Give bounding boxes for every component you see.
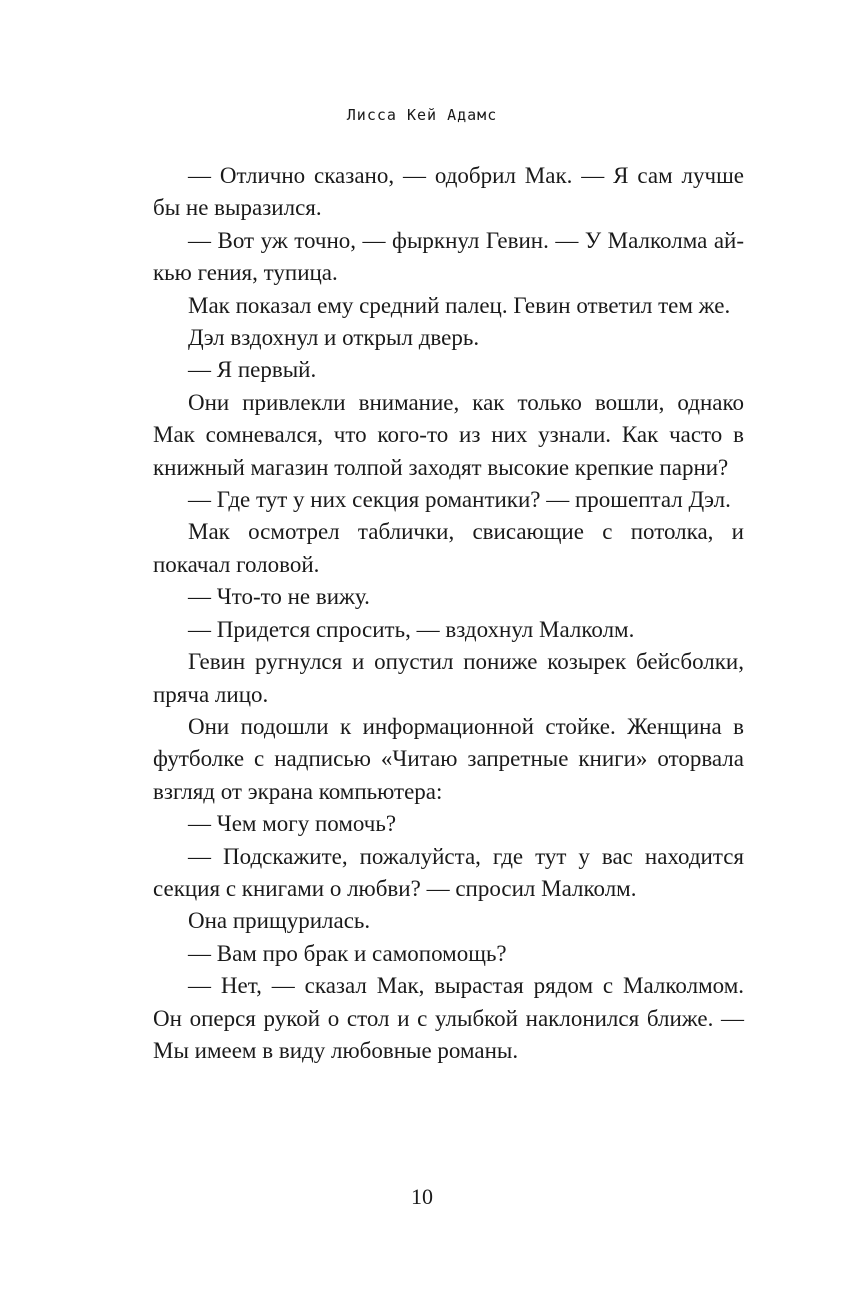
paragraph: — Где тут у них секция романтики? — прошептал Дэл. xyxy=(188,487,731,513)
page-number: 10 xyxy=(411,1184,433,1209)
paragraph: Мак показал ему средний палец. Гевин ответил тем же. xyxy=(188,292,731,318)
paragraph: Дэл вздохнул и открыл дверь. xyxy=(188,325,480,351)
paragraph: Мак осмотрел таблички, свисающие с потолка, и покачал головой. xyxy=(153,519,744,577)
paragraph: — Чем могу помочь? xyxy=(188,811,397,837)
paragraph: — Отлично сказано, — одобрил Мак. — Я сам лучше бы не выразился. xyxy=(153,163,744,221)
running-head: Лисса Кей Адамс xyxy=(346,106,498,124)
paragraph: — Что-то не вижу. xyxy=(188,584,370,610)
paragraph: — Подскажите, пожалуйста, где тут у вас находится секция с книгами о любви? — спросил Малколм. xyxy=(153,843,744,901)
paragraph: — Вот уж точно, — фыркнул Гевин. — У Малколма ай-кью гения, тупица. xyxy=(153,227,744,286)
paragraph: Гевин ругнулся и опустил пониже козырек бейсболки, пряча лицо. xyxy=(153,649,744,707)
paragraph: — Придется спросить, — вздохнул Малколм. xyxy=(188,616,635,642)
paragraph: — Вам про брак и самопомощь? xyxy=(188,940,507,966)
paragraph: Они подошли к информационной стойке. Женщина в футболке с надписью «Читаю запретные книги» оторвала взгляд от экрана компьютера: xyxy=(153,713,744,804)
paragraph: — Я первый. xyxy=(188,357,317,383)
paragraph: Она прищурилась. xyxy=(188,908,371,934)
paragraph: — Нет, — сказал Мак, вырастая рядом с Малколмом. Он оперся рукой о стол и с улыбкой наклонился ближе. — Мы имеем в виду любовные романы. xyxy=(153,973,744,1063)
paragraph: Они привлекли внимание, как только вошли, однако Мак сомневался, что кого-то из них узнали. Как часто в книжный магазин толпой заходят высокие крепкие парни? xyxy=(153,389,744,480)
body-text xyxy=(153,160,744,1067)
